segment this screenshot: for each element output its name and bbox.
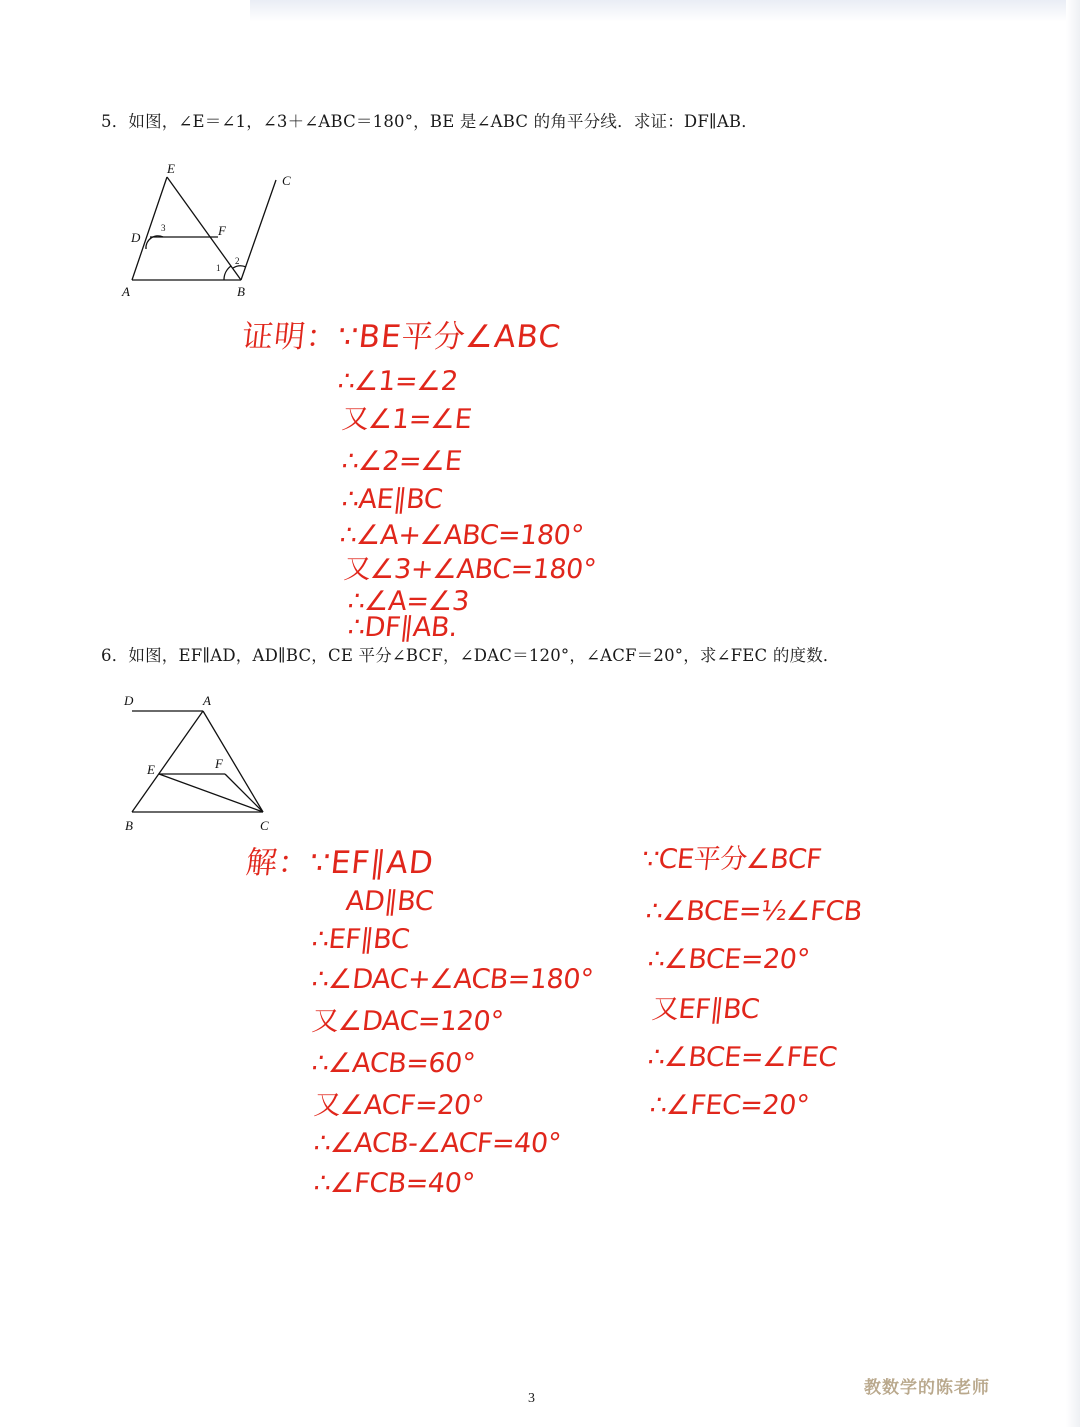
label-c: C xyxy=(260,818,269,833)
proof-line-1: 证明：∵BE平分∠ABC xyxy=(240,319,563,355)
solution-right-line-4: 又EF∥BC xyxy=(650,994,761,1025)
angle-3-arc xyxy=(146,236,163,249)
solution-left-line-1: 解：∵EF∥AD xyxy=(244,845,436,881)
label-b: B xyxy=(237,284,245,299)
problem-5-figure xyxy=(120,160,320,300)
solution-left-line-3: ∴EF∥BC xyxy=(310,924,411,955)
label-f: F xyxy=(218,223,226,238)
solution-left-line-6: ∴∠ACB=60° xyxy=(310,1048,477,1079)
solution-right-line-6: ∴∠FEC=20° xyxy=(648,1090,811,1121)
proof-line-8: ∴∠A=∠3 xyxy=(346,586,471,617)
watermark: 教数学的陈老师 xyxy=(864,1378,990,1398)
segment-ac xyxy=(203,711,263,812)
segment-eb xyxy=(167,177,241,280)
page-edge-shadow xyxy=(1066,0,1080,1427)
problem-5-text: 如图，∠E＝∠1，∠3＋∠ABC＝180°，BE 是∠ABC 的角平分线．求证：DF∥AB． xyxy=(128,112,758,131)
problem-5-number: 5． xyxy=(101,112,129,131)
problem-6-text: 如图，EF∥AD，AD∥BC，CE 平分∠BCF，∠DAC＝120°，∠ACF＝20°，求∠FEC 的度数． xyxy=(128,646,840,665)
label-angle-3: 3 xyxy=(161,223,166,233)
label-f: F xyxy=(215,756,223,771)
proof-line-4: ∴∠2=∠E xyxy=(340,446,464,477)
solution-left-line-7: 又∠ACF=20° xyxy=(312,1090,486,1121)
problem-6-figure xyxy=(120,690,320,840)
proof-line-9: ∴DF∥AB. xyxy=(346,612,459,643)
label-angle-2: 2 xyxy=(235,256,240,266)
solution-left-line-8: ∴∠ACB-∠ACF=40° xyxy=(312,1128,563,1159)
page-number: 3 xyxy=(528,1391,535,1406)
label-c: C xyxy=(282,173,291,188)
angle-2-arc xyxy=(233,266,246,268)
proof-line-6: ∴∠A+∠ABC=180° xyxy=(338,520,585,551)
solution-left-line-4: ∴∠DAC+∠ACB=180° xyxy=(310,964,595,995)
label-a: A xyxy=(203,693,211,708)
solution-right-line-3: ∴∠BCE=20° xyxy=(646,944,811,975)
proof-line-7: 又∠3+∠ABC=180° xyxy=(342,554,598,585)
viewer-top-shadow xyxy=(250,0,1080,22)
problem-6-statement xyxy=(101,642,840,666)
solution-right-line-1: ∵CE平分∠BCF xyxy=(640,844,823,875)
proof-line-3: 又∠1=∠E xyxy=(340,404,473,435)
label-d: D xyxy=(131,230,141,245)
solution-right-line-5: ∴∠BCE=∠FEC xyxy=(646,1042,839,1073)
label-e: E xyxy=(167,161,175,176)
angle-1-arc xyxy=(224,266,231,280)
problem-6-number: 6． xyxy=(101,646,129,665)
label-e: E xyxy=(147,762,155,777)
label-a: A xyxy=(122,284,130,299)
label-angle-1: 1 xyxy=(216,263,221,273)
label-b: B xyxy=(125,818,133,833)
problem-5-statement xyxy=(101,108,758,132)
proof-line-5: ∴AE∥BC xyxy=(340,484,444,515)
segment-ab xyxy=(132,711,203,812)
segment-ec xyxy=(159,774,263,812)
solution-left-line-2: AD∥BC xyxy=(344,886,435,917)
label-d: D xyxy=(124,693,134,708)
solution-left-line-5: 又∠DAC=120° xyxy=(310,1006,505,1037)
segment-bc xyxy=(241,180,276,280)
solution-left-line-9: ∴∠FCB=40° xyxy=(312,1168,476,1199)
solution-right-line-2: ∴∠BCE=½∠FCB xyxy=(644,896,864,927)
proof-line-2: ∴∠1=∠2 xyxy=(336,366,460,397)
